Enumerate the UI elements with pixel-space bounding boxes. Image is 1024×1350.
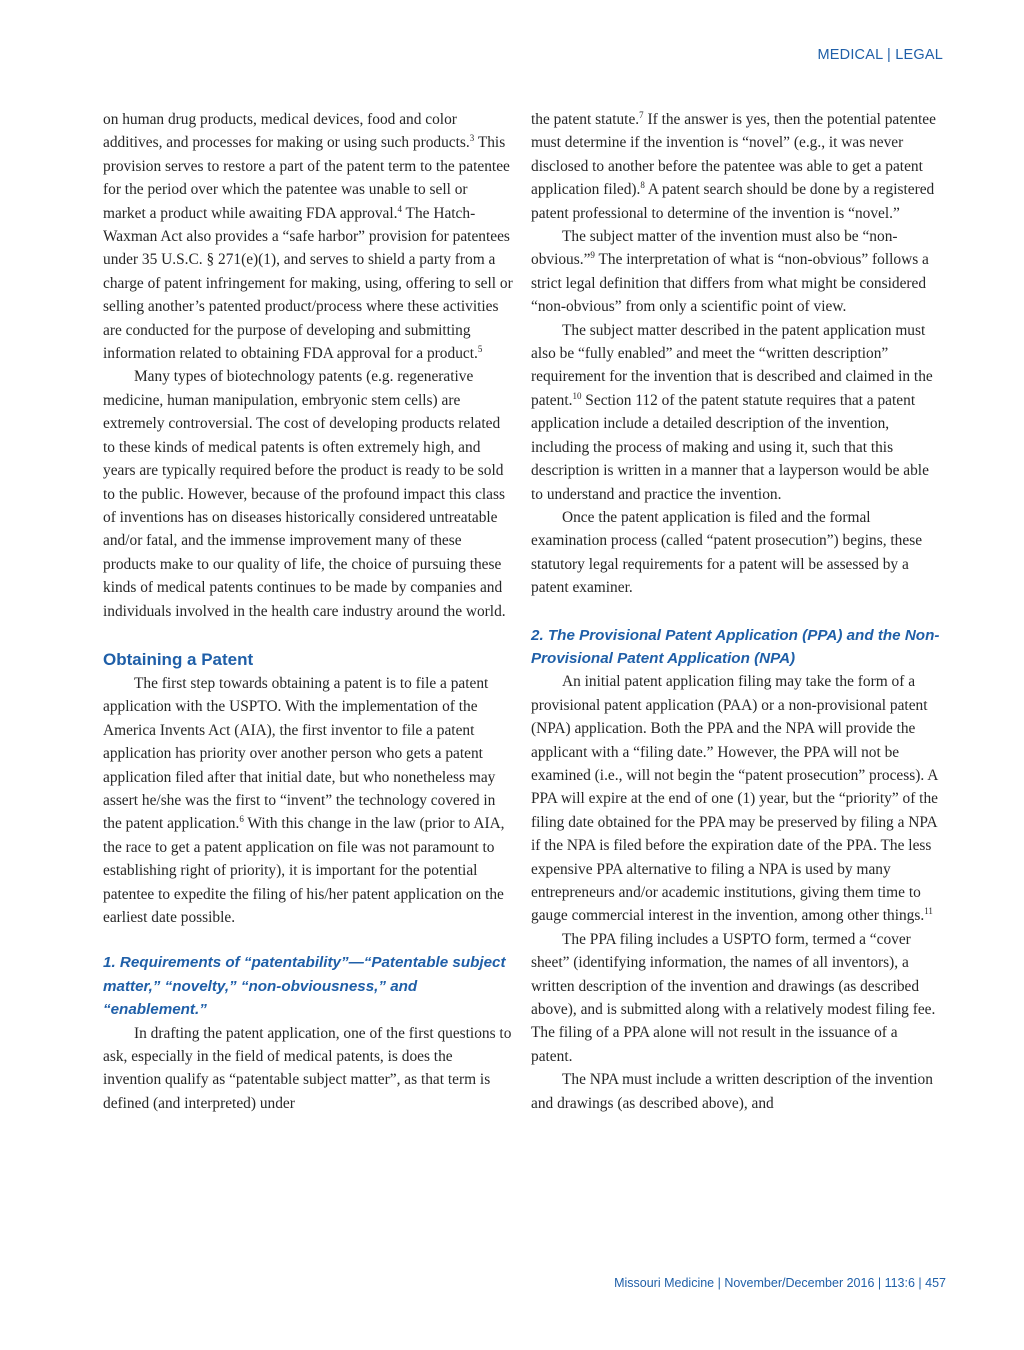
paragraph: Many types of biotechnology patents (e.g. regenerative medicine, human manipulation, embryonic stem cells) are extremely controversial. The cost of developing products related to these kinds of medical patents is often extremely high, and years are typically required before the product is ready to be sold to the public. However, because of the profound impact this class of inventions has on diseases historically considered untreatable and/or fatal, and the immense improvement many of these products make to our quality of life, the choice of pursuing these kinds of medical patents continues to be made by companies and individuals involved in the health care industry around the world.: [103, 368, 506, 620]
paragraph: In drafting the patent application, one of the first questions to ask, especially in the field of medical patents, is does the invention qualify as “patentable subject matter”, as that term is defined (and interpreted) under: [103, 1024, 512, 1112]
section-heading: Obtaining a Patent: [103, 649, 254, 669]
paragraph: An initial patent application filing may take the form of a provisional patent application (PAA) or a non-provisional patent (NPA) application. Both the PPA and the NPA will provide the applicant with a “filing date.” However, the PPA will not be examined (i.e., will not begin the “patent prosecution” process). A PPA will expire at the end of one (1) year, but the “priority” of the filing date obtained for the PPA may be preserved by filing a NPA if the NPA is filed before the expiration date of the PPA. The less expensive PPA alternative to filing a NPA is used by many entrepreneurs and/or academic institutions, giving them time to gauge commercial interest in the invention, among other things.$^{11}$: [531, 673, 938, 925]
subsection-heading: 1. Requirements of “patentability”—“Patentable subject matter,” “novelty,” “non-obviousness,” and “enablement.”: [103, 954, 506, 1019]
subsection-heading: 2. The Provisional Patent Application (PPA) and the Non-Provisional Patent Application (NPA): [531, 626, 940, 667]
section-tag: MEDICAL | LEGAL: [817, 47, 943, 63]
footnote-ref[interactable]: 3: [469, 133, 475, 144]
footnote-ref[interactable]: 6: [239, 814, 244, 825]
paragraph: The subject matter described in the patent application must also be “fully enabled” and meet the “written description” requirement for the invention that is described and claimed in the patent.$^{10}$ Section 112 of the patent statute requires that a patent application include a detailed description of the invention, including the process of making and using it, such that this description is written in a manner that a layperson would be able to understand and practice the invention.: [531, 321, 933, 503]
paragraph: The PPA filing includes a USPTO form, termed a “cover sheet” (identifying information, the names of all inventors), a written description of the invention and drawings (as described above), and is submitted along with a relatively modest filing fee. The filing of a PPA alone will not result in the issuance of a patent.: [531, 930, 936, 1065]
paragraph: on human drug products, medical devices, food and color additives, and processes for making or using such products.$^3$ This provision serves to restore a part of the patent term to the patentee for the period over which the patentee was unable to sell or market a product while awaiting FDA approval.$^4$ The Hatch-Waxman Act also provides a “safe harbor” provision for patentees under 35 U.S.C. § 271(e)(1), and serves to shield a party from a charge of patent infringement for making, using, offering to sell or selling another’s patented product/process where these activities are conducted for the purpose of developing and submitting information related to obtaining FDA approval for a product.$^5$: [103, 111, 513, 363]
footnote-ref[interactable]: 10: [572, 390, 582, 401]
paragraph: The NPA must include a written description of the invention and drawings (as described above), and: [531, 1071, 933, 1112]
left-column: [103, 108, 513, 1115]
footnote-ref[interactable]: 7: [639, 109, 644, 120]
paragraph: The first step towards obtaining a patent is to file a patent application with the USPTO. With the implementation of the America Invents Act (AIA), the first inventor to file a patent application has priority over another person who gets a patent application filed after that initial date, but who nonetheless may assert he/she was the first to “invent” the technology covered in the patent application.$^6$ With this change in the law (prior to AIA, the race to get a patent application on file was not paramount to establishing right of priority), it is important for the potential patentee to expedite the filing of his/her patent application on the earliest date possible.: [103, 674, 505, 926]
paragraph: the patent statute.$^7$ If the answer is yes, then the potential patentee must determine if the invention is “novel” (e.g., it was never disclosed to another before the patentee was able to get a patent application filed).$^8$ A patent search should be done by a registered patent professional to determine of the invention is “novel.”: [531, 109, 936, 222]
right-column: [531, 108, 941, 1115]
footnote-ref[interactable]: 4: [397, 203, 402, 214]
page-footer: Missouri Medicine | November/December 2016 | 113:6 | 457: [614, 1276, 946, 1290]
footnote-ref[interactable]: 5: [477, 343, 483, 354]
paragraph: Once the patent application is filed and the formal examination process (called “patent prosecution”) begins, these statutory legal requirements for a patent will be assessed by a patent examiner.: [531, 508, 923, 597]
paragraph: The subject matter of the invention must also be “non-obvious.”$^9$ The interpretation of what is “non-obvious” follows a strict legal definition that differs from what might be considered “non-obvious” from only a scientific point of view.: [531, 228, 929, 316]
footnote-ref[interactable]: 8: [640, 180, 645, 191]
footnote-ref[interactable]: 9: [590, 250, 595, 261]
footnote-ref[interactable]: 11: [924, 906, 933, 917]
